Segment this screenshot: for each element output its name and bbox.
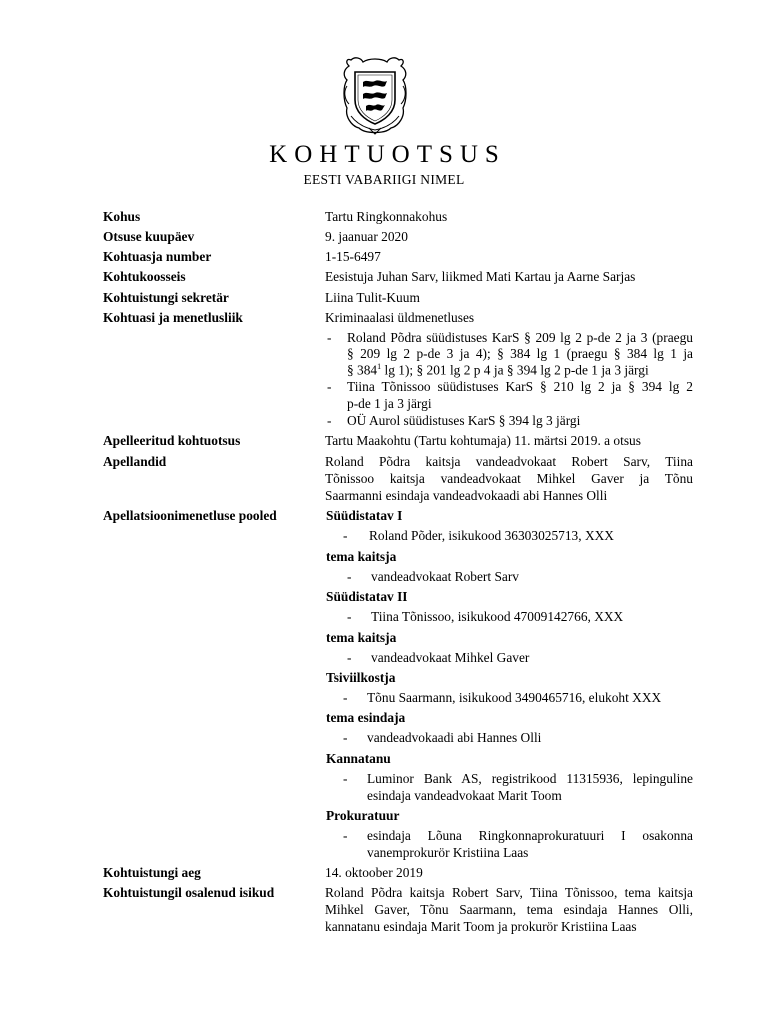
party-item: vandeadvokaadi abi Hannes Olli: [367, 730, 542, 745]
party-item: vandeadvokaat Mihkel Gaver: [371, 650, 530, 665]
field-label: Apellatsioonimenetluse pooled: [103, 508, 277, 523]
section-heading: tema kaitsja: [326, 630, 397, 645]
party-item: vanemprokurör Kristiina Laas: [367, 845, 529, 860]
section-heading: Süüdistatav II: [326, 589, 408, 604]
field-value: Tartu Maakohtu (Tartu kohtumaja) 11. märtsi 2019. a otsus: [325, 433, 641, 448]
list-dash: -: [347, 569, 352, 584]
document-title: KOHTUOTSUS: [269, 141, 506, 168]
section-heading: tema esindaja: [326, 710, 406, 725]
charge-line: OÜ Aurol süüdistuses KarS § 394 lg 3 järgi: [347, 413, 581, 428]
section-heading: Kannatanu: [326, 751, 391, 766]
party-item: esindaja Lõuna Ringkonnaprokuratuuri I osakonna: [367, 828, 693, 843]
list-dash: -: [347, 650, 352, 665]
party-item: Tiina Tõnissoo, isikukood 47009142766, XXX: [371, 609, 624, 624]
field-value: Tartu Ringkonnakohus: [325, 209, 448, 224]
apellandid-line: Saarmanni esindaja vandeadvokaadi abi Hannes Olli: [325, 488, 608, 503]
field-value: Eesistuja Juhan Sarv, liikmed Mati Kartau ja Aarne Sarjas: [325, 269, 636, 284]
party-item: Tõnu Saarmann, isikukood 3490465716, elukoht XXX: [367, 690, 662, 705]
field-value: 1-15-6497: [325, 249, 381, 264]
charge-line: Tiina Tõnissoo süüdistuses KarS § 210 lg 2 ja § 394 lg 2: [347, 379, 693, 394]
list-dash: -: [347, 609, 352, 624]
party-item: vandeadvokaat Robert Sarv: [371, 569, 519, 584]
field-label: Kohtuistungi aeg: [103, 865, 201, 880]
field-label: Otsuse kuupäev: [103, 229, 195, 244]
section-heading: Prokuratuur: [326, 808, 400, 823]
field-label: Kohus: [103, 209, 141, 224]
section-heading: tema kaitsja: [326, 549, 397, 564]
charge-line: § 209 lg 2 p-de 3 ja 4); § 384 lg 1 (praegu § 384 lg 1 ja: [347, 346, 693, 361]
section-heading: Tsiviilkostja: [326, 670, 396, 685]
party-item: Luminor Bank AS, registrikood 11315936, lepinguline: [367, 771, 693, 786]
list-dash: -: [343, 528, 348, 543]
document-subtitle: EESTI VABARIIGI NIMEL: [303, 172, 465, 187]
field-label: Kohtuistungi sekretär: [103, 290, 229, 305]
field-label: Kohtuasi ja menetlusliik: [103, 310, 243, 325]
coat-of-arms-icon: [341, 56, 409, 136]
field-label: Apellandid: [103, 454, 167, 469]
list-dash: -: [343, 771, 348, 786]
list-dash: -: [327, 330, 332, 345]
section-heading: Süüdistatav I: [326, 508, 403, 523]
osalenud-line: kannatanu esindaja Marit Toom ja prokurör Kristiina Laas: [325, 919, 637, 934]
field-value: 9. jaanuar 2020: [325, 229, 408, 244]
apellandid-line: Tõnissoo kaitsja vandeadvokaat Mihkel Gaver ja Tõnu: [325, 471, 693, 486]
field-label: Kohtuasja number: [103, 249, 212, 264]
list-dash: -: [327, 379, 332, 394]
field-value: 14. oktoober 2019: [325, 865, 423, 880]
list-dash: -: [343, 730, 348, 745]
field-value: Kriminaalasi üldmenetluses: [325, 310, 475, 325]
party-item: esindaja vandeadvokaat Marit Toom: [367, 788, 562, 803]
field-value: Liina Tulit-Kuum: [325, 290, 420, 305]
field-label: Apelleeritud kohtuotsus: [103, 433, 241, 448]
party-item: Roland Põder, isikukood 36303025713, XXX: [369, 528, 614, 543]
list-dash: -: [343, 690, 348, 705]
osalenud-line: Mihkel Gaver, Tõnu Saarmann, tema esindaja Hannes Olli,: [325, 902, 693, 917]
charge-line: p-de 1 ja 3 järgi: [347, 396, 432, 411]
field-label: Kohtuistungil osalenud isikud: [103, 885, 275, 900]
charge-line: Roland Põdra süüdistuses KarS § 209 lg 2 p-de 2 ja 3 (praegu: [347, 330, 693, 345]
osalenud-line: Roland Põdra kaitsja Robert Sarv, Tiina Tõnissoo, tema kaitsja: [325, 885, 693, 900]
list-dash: -: [327, 413, 332, 428]
list-dash: -: [343, 828, 348, 843]
charge-line: § $384^1$ lg 1); § 201 lg 2 p 4 ja § 394 lg 2 p-de 1 ja 3 järgi: [347, 362, 649, 378]
apellandid-line: Roland Põdra kaitsja vandeadvokaat Robert Sarv, Tiina: [325, 454, 693, 469]
field-label: Kohtukoosseis: [103, 269, 186, 284]
